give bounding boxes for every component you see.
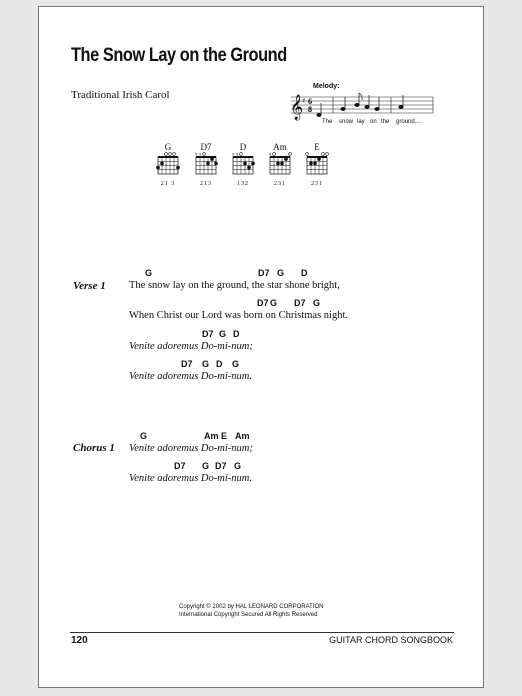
melody-lyric: the [381, 119, 390, 125]
chord-symbol: D7 [202, 329, 214, 339]
chord-fingering: 231 [274, 181, 286, 187]
footer-divider [70, 632, 454, 633]
svg-text:♯: ♯ [302, 97, 306, 105]
copyright-line: International Copyright Secured All Rights Reserved [179, 612, 318, 618]
chord-diagram-name: D7 [200, 142, 212, 152]
chord-symbol: G [140, 431, 148, 441]
chord-symbol: G [219, 329, 227, 339]
lyric-line: When Christ our Lord was born on Christmas night. [129, 310, 349, 321]
chord-fingering: 132 [237, 181, 249, 187]
chord-symbol: G [145, 268, 153, 278]
chord-symbol: D7 [215, 461, 227, 471]
song-title: The Snow Lay on the Ground [71, 45, 287, 66]
chord-grid-icon [230, 152, 256, 176]
svg-text:x: x [199, 152, 202, 157]
chord-diagram-g [155, 143, 181, 188]
lyric-line: Venite adoremus Do-mi-num; [129, 341, 253, 352]
chord-symbol: D [233, 329, 240, 339]
melody-label: Melody: [313, 83, 340, 90]
chord-diagram-e [304, 143, 330, 188]
chord-symbol: G [232, 359, 240, 369]
chord-diagram-name: Am [273, 142, 287, 152]
chord-diagram-d [230, 143, 256, 188]
verse-1-label: Verse 1 [73, 280, 106, 292]
chord-symbol: G [270, 298, 278, 308]
chord-symbol: G [234, 461, 242, 471]
svg-text:8: 8 [308, 105, 312, 114]
chord-symbol: E [221, 431, 228, 441]
svg-text:x: x [232, 152, 235, 157]
lyric-line: Venite adoremus Do-mi-num. [129, 371, 252, 382]
chord-symbol: D7 [258, 268, 270, 278]
song-subtitle: Traditional Irish Carol [71, 89, 170, 101]
svg-text:x: x [195, 152, 198, 157]
chord-diagram-am [267, 143, 293, 188]
chord-symbol: D [216, 359, 223, 369]
copyright-line: Copyright © 2002 by HAL LEONARD CORPORATION [179, 604, 324, 610]
chorus-1-label: Chorus 1 [73, 442, 115, 454]
treble-clef-icon: 𝄞 [290, 95, 304, 120]
chord-fingering: 231 [311, 181, 323, 187]
chord-symbol: D7 [257, 298, 269, 308]
svg-text:x: x [269, 152, 272, 157]
chord-diagram-name: E [314, 142, 320, 152]
melody-lyric: snow [339, 119, 354, 125]
chord-fingering: 21 3 [160, 181, 176, 187]
chord-grid-icon [193, 152, 219, 176]
lyric-line: Venite adoremus Do-mi-num. [129, 473, 252, 484]
chord-symbol: G [313, 298, 321, 308]
chord-fingering: 213 [200, 181, 212, 187]
chord-symbol: D [301, 268, 308, 278]
melody-lyric: lay [357, 119, 365, 125]
svg-text:6: 6 [308, 97, 312, 106]
copyright-notice [179, 603, 323, 619]
chord-symbol: D7 [181, 359, 193, 369]
chord-symbol: Am [204, 431, 219, 441]
book-title: GUITAR CHORD SONGBOOK [329, 635, 453, 645]
lyric-line: The snow lay on the ground, the star shone bright, [129, 280, 340, 291]
sheet-page [38, 6, 484, 688]
svg-text:x: x [236, 152, 239, 157]
chord-symbol: Am [235, 431, 250, 441]
melody-lyric: The [322, 119, 333, 125]
melody-staff [289, 91, 435, 131]
chord-diagram-name: G [164, 142, 172, 152]
chord-grid-icon [155, 152, 181, 176]
melody-lyric: ground,... [396, 119, 422, 125]
chord-symbol: G [202, 359, 210, 369]
melody-lyric: on [370, 119, 377, 125]
page-number: 120 [71, 635, 88, 646]
chord-symbol: D7 [174, 461, 186, 471]
lyric-line: Venite adoremus Do-mi-num; [129, 443, 253, 454]
chord-diagram-d7 [193, 143, 219, 188]
chord-symbol: G [202, 461, 210, 471]
chord-symbol: G [277, 268, 285, 278]
chord-diagram-name: D [239, 142, 247, 152]
chord-grid-icon [267, 152, 293, 176]
chord-symbol: D7 [294, 298, 306, 308]
chord-grid-icon [304, 152, 330, 176]
